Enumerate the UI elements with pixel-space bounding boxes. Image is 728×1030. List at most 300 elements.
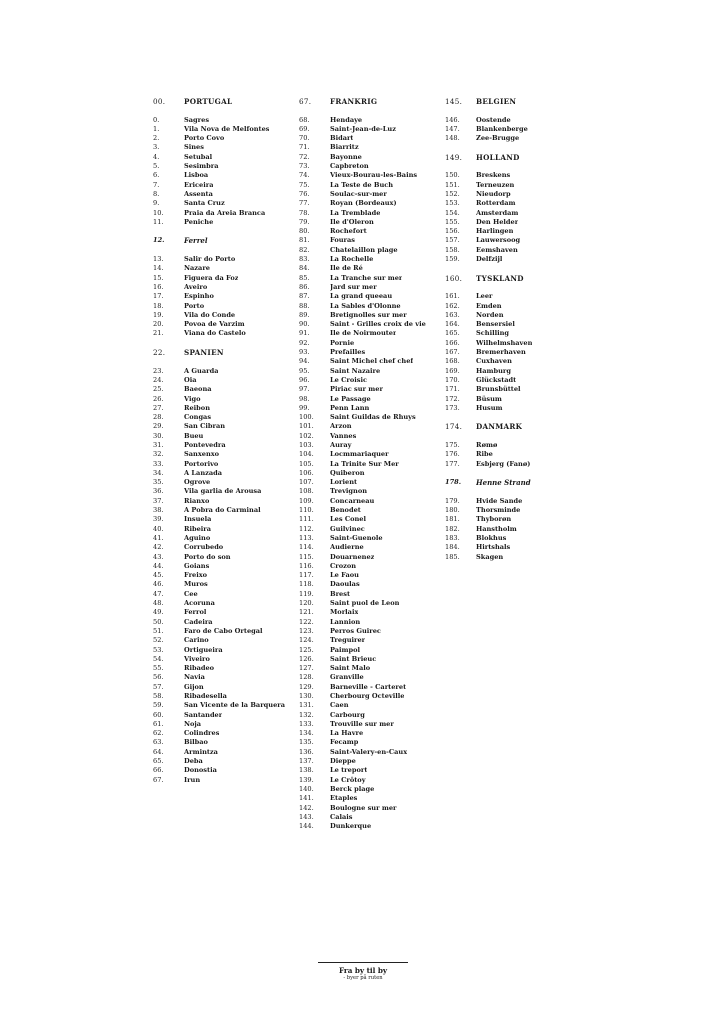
item-name: Saint Malo — [330, 664, 371, 673]
item-name: Donostia — [184, 766, 217, 775]
item-name: Corrubedo — [184, 543, 224, 552]
list-item — [299, 450, 439, 459]
item-name: Armintza — [184, 747, 218, 756]
item-name: PORTUGAL — [184, 97, 233, 106]
item-number: 100. — [299, 413, 314, 422]
item-number: 18. — [153, 301, 164, 310]
item-number: 147. — [445, 124, 460, 133]
item-name: Cuxhaven — [476, 357, 512, 366]
item-name: Leer — [476, 292, 493, 301]
list-item — [153, 143, 293, 152]
item-name: BELGIEN — [476, 97, 517, 106]
list-item — [299, 757, 439, 766]
item-name: La grand queeau — [330, 292, 393, 301]
item-number: 39. — [153, 515, 164, 524]
list-item — [299, 738, 439, 747]
item-name: Congas — [184, 413, 212, 422]
item-name: Porto Covo — [184, 134, 225, 143]
list-item — [153, 255, 293, 264]
item-number: 102. — [299, 431, 314, 440]
item-number: 119. — [299, 589, 314, 598]
item-name: La Havre — [330, 729, 364, 738]
item-name: Thyborøn — [476, 515, 512, 524]
list-item — [153, 190, 293, 199]
item-number: 151. — [445, 180, 460, 189]
item-number: 49. — [153, 608, 164, 617]
item-name: Vieux-Bourau-les-Bains — [330, 171, 418, 180]
item-name: Le Faou — [330, 571, 359, 580]
item-name: Henne Strand — [476, 478, 531, 488]
spacer — [445, 432, 585, 441]
item-number: 185. — [445, 552, 460, 561]
item-number: 159. — [445, 255, 460, 264]
item-name: Glückstadt — [476, 375, 517, 384]
item-number: 106. — [299, 468, 314, 477]
item-name: Ribe — [476, 450, 493, 459]
item-name: Blokhus — [476, 533, 507, 542]
item-name: Granville — [330, 673, 364, 682]
item-name: Portorivo — [184, 459, 219, 468]
list-item — [299, 255, 439, 264]
item-number: 14. — [153, 264, 164, 273]
item-number: 93. — [299, 348, 310, 357]
list-item — [299, 181, 439, 190]
list-item — [153, 720, 293, 729]
list-item — [299, 664, 439, 673]
item-number: 95. — [299, 366, 310, 375]
item-number: 51. — [153, 626, 164, 635]
item-number: 162. — [445, 301, 460, 310]
list-item — [299, 395, 439, 404]
item-name: Baeona — [184, 385, 212, 394]
item-name: Biarritz — [330, 143, 359, 152]
item-name: Oia — [184, 375, 197, 384]
spacer — [445, 264, 585, 273]
item-number: 89. — [299, 310, 310, 319]
footer-title: Fra by til by — [338, 966, 388, 975]
spacer — [445, 413, 585, 422]
item-name: Le treport — [330, 766, 368, 775]
item-name: Thorsminde — [476, 506, 521, 515]
list-item — [299, 441, 439, 450]
footer-divider — [318, 962, 408, 963]
item-name: La Tranche sur mer — [330, 273, 403, 282]
item-name: Locmmariaquer — [330, 450, 389, 459]
list-item — [153, 422, 293, 431]
item-number: 154. — [445, 208, 460, 217]
list-item — [299, 785, 439, 794]
list-item — [445, 246, 585, 255]
country-heading — [153, 97, 293, 106]
footer-subtitle: - byer på ruten — [343, 975, 383, 981]
item-number: 16. — [153, 282, 164, 291]
country-heading — [299, 97, 439, 106]
item-number: 21. — [153, 329, 164, 338]
item-name: Vila Nova de Melfontes — [184, 124, 270, 133]
item-name: Concarneau — [330, 496, 375, 505]
item-number: 42. — [153, 543, 164, 552]
list-column-north — [445, 97, 585, 562]
item-number: 37. — [153, 496, 164, 505]
item-number: 125. — [299, 645, 314, 654]
list-item — [153, 776, 293, 785]
list-item — [153, 413, 293, 422]
item-name: Vannes — [330, 431, 357, 440]
item-number: 79. — [299, 217, 310, 226]
item-number: 34. — [153, 468, 164, 477]
spacer — [445, 143, 585, 152]
list-item — [153, 497, 293, 506]
item-number: 91. — [299, 329, 310, 338]
item-number: 40. — [153, 524, 164, 533]
item-number: 13. — [153, 255, 164, 264]
item-number: 19. — [153, 310, 164, 319]
list-item — [445, 125, 585, 134]
list-item — [299, 171, 439, 180]
item-number: 115. — [299, 552, 314, 561]
item-name: HOLLAND — [476, 152, 520, 162]
item-name: Nieudorp — [476, 189, 511, 198]
item-name: Sines — [184, 143, 204, 152]
item-number: 112. — [299, 524, 314, 533]
list-item — [299, 813, 439, 822]
list-item — [299, 292, 439, 301]
list-item — [299, 320, 439, 329]
item-number: 144. — [299, 822, 314, 831]
list-column-portugal-spain — [153, 97, 293, 785]
item-name: Vila garlia de Arousa — [184, 487, 262, 496]
item-name: Santa Cruz — [184, 199, 225, 208]
list-item — [153, 562, 293, 571]
list-item — [299, 580, 439, 589]
item-number: 174. — [445, 422, 463, 432]
item-number: 133. — [299, 719, 314, 728]
list-item — [299, 766, 439, 775]
list-item — [299, 274, 439, 283]
item-name: Bayonne — [330, 152, 362, 161]
item-name: Saint - Grilles croix de vie — [330, 320, 426, 329]
item-name: Saint-Jean-de-Luz — [330, 124, 396, 133]
item-name: Nazare — [184, 264, 210, 273]
list-item — [153, 608, 293, 617]
item-name: Salir do Porto — [184, 255, 236, 264]
item-number: 84. — [299, 264, 310, 273]
item-name: Viana do Castelo — [184, 329, 246, 338]
item-number: 157. — [445, 236, 460, 245]
item-name: Carino — [184, 636, 209, 645]
item-name: Arzon — [330, 422, 352, 431]
list-item — [445, 134, 585, 143]
item-number: 63. — [153, 738, 164, 747]
list-item — [299, 636, 439, 645]
item-number: 152. — [445, 189, 460, 198]
item-number: 15. — [153, 273, 164, 282]
item-name: La Rochelle — [330, 255, 374, 264]
list-item — [299, 125, 439, 134]
item-name: Prefailles — [330, 348, 366, 357]
list-item — [445, 209, 585, 218]
list-item — [153, 311, 293, 320]
item-name: Ortigueira — [184, 645, 223, 654]
list-item — [153, 711, 293, 720]
item-name: Lauwersoog — [476, 236, 521, 245]
item-name: La Sables d'Olonne — [330, 301, 401, 310]
item-number: 117. — [299, 571, 314, 580]
item-number: 158. — [445, 245, 460, 254]
list-item — [299, 562, 439, 571]
list-item — [153, 302, 293, 311]
item-number: 138. — [299, 766, 314, 775]
list-item — [299, 497, 439, 506]
item-name: Berck plage — [330, 784, 375, 793]
list-item — [299, 227, 439, 236]
item-number: 65. — [153, 757, 164, 766]
item-name: SPANIEN — [184, 348, 224, 358]
item-name: Ribadesella — [184, 692, 227, 700]
highlighted-stop — [445, 478, 585, 487]
list-item — [153, 432, 293, 441]
item-name: Aveiro — [184, 282, 208, 291]
item-number: 165. — [445, 329, 460, 338]
item-name: La Trinite Sur Mer — [330, 459, 399, 468]
item-number: 116. — [299, 561, 314, 570]
item-name: Peniche — [184, 217, 214, 226]
list-item — [299, 506, 439, 515]
footer — [318, 962, 408, 982]
item-name: Hendaye — [330, 115, 363, 124]
item-name: Auray — [330, 440, 352, 449]
item-number: 87. — [299, 292, 310, 301]
item-number: 90. — [299, 320, 310, 329]
item-number: 103. — [299, 440, 314, 449]
item-number: 182. — [445, 524, 460, 533]
list-item — [299, 311, 439, 320]
item-number: 96. — [299, 375, 310, 384]
item-number: 149. — [445, 152, 463, 162]
item-number: 137. — [299, 757, 314, 766]
item-name: Saint Brieuc — [330, 654, 377, 663]
item-number: 60. — [153, 710, 164, 719]
list-item — [153, 181, 293, 190]
item-name: Porto do son — [184, 552, 231, 561]
list-item — [299, 571, 439, 580]
item-number: 46. — [153, 580, 164, 589]
item-name: Boulogne sur mer — [330, 803, 397, 812]
item-number: 53. — [153, 645, 164, 654]
item-number: 2. — [153, 134, 160, 143]
item-name: Espinho — [184, 292, 214, 301]
item-name: Lisboa — [184, 171, 209, 180]
list-item — [153, 171, 293, 180]
item-name: Douarnenez — [330, 552, 375, 561]
item-number: 74. — [299, 171, 310, 180]
list-item — [299, 673, 439, 682]
item-name: Cadeira — [184, 617, 213, 626]
item-number: 28. — [153, 413, 164, 422]
item-number: 41. — [153, 533, 164, 542]
item-name: Capbreton — [330, 162, 369, 171]
item-name: Trevignon — [330, 487, 368, 496]
item-number: 180. — [445, 506, 460, 515]
item-name: Brunsbüttel — [476, 385, 521, 394]
list-item — [445, 357, 585, 366]
list-item — [299, 720, 439, 729]
item-name: Bilbao — [184, 738, 208, 747]
list-item — [445, 553, 585, 562]
item-number: 172. — [445, 394, 460, 403]
list-item — [445, 515, 585, 524]
item-name: Reibon — [184, 403, 210, 412]
item-name: Noja — [184, 719, 202, 728]
item-number: 36. — [153, 487, 164, 496]
list-item — [299, 646, 439, 655]
item-number: 10. — [153, 208, 164, 217]
item-number: 148. — [445, 134, 460, 143]
item-number: 77. — [299, 199, 310, 208]
item-name: Penn Lann — [330, 403, 370, 412]
list-item — [299, 190, 439, 199]
item-name: Benodet — [330, 506, 361, 515]
item-name: Insuela — [184, 515, 212, 524]
item-number: 57. — [153, 682, 164, 691]
list-item — [153, 525, 293, 534]
list-item — [299, 543, 439, 552]
item-number: 92. — [299, 338, 310, 347]
item-number: 00. — [153, 97, 166, 106]
item-name: Skagen — [476, 552, 504, 561]
item-name: A Lanzada — [184, 468, 223, 477]
item-name: Saint-Guenole — [330, 533, 383, 542]
list-item — [299, 515, 439, 524]
list-item — [153, 478, 293, 487]
item-number: 62. — [153, 729, 164, 738]
item-name: Ile d'Oleron — [330, 217, 374, 226]
item-number: 55. — [153, 664, 164, 673]
list-item — [299, 143, 439, 152]
item-name: Schilling — [476, 329, 509, 338]
list-item — [299, 599, 439, 608]
item-number: 78. — [299, 208, 310, 217]
list-item — [299, 794, 439, 803]
item-name: Pontevedra — [184, 440, 226, 449]
spacer — [153, 106, 293, 115]
list-item — [153, 441, 293, 450]
item-number: 32. — [153, 450, 164, 459]
item-number: 58. — [153, 692, 164, 700]
item-name: Ericeira — [184, 180, 214, 189]
list-item — [153, 515, 293, 524]
list-item — [299, 339, 439, 348]
item-number: 145. — [445, 97, 463, 106]
list-item — [299, 460, 439, 469]
item-number: 156. — [445, 227, 460, 236]
spacer — [445, 283, 585, 292]
item-name: Pornie — [330, 338, 355, 347]
list-item — [153, 599, 293, 608]
item-number: 69. — [299, 124, 310, 133]
list-item — [299, 748, 439, 757]
item-number: 176. — [445, 450, 460, 459]
list-item — [299, 627, 439, 636]
country-heading — [445, 97, 585, 106]
list-item — [299, 236, 439, 245]
item-number: 8. — [153, 189, 160, 198]
country-heading — [153, 348, 293, 357]
item-name: Goians — [184, 561, 210, 570]
item-name: DANMARK — [476, 422, 523, 432]
list-item — [299, 413, 439, 422]
item-number: 163. — [445, 310, 460, 319]
item-number: 166. — [445, 338, 460, 347]
list-item — [299, 534, 439, 543]
item-number: 141. — [299, 794, 314, 803]
item-number: 94. — [299, 357, 310, 366]
item-number: 33. — [153, 459, 164, 468]
item-number: 64. — [153, 747, 164, 756]
list-item — [153, 673, 293, 682]
item-number: 98. — [299, 394, 310, 403]
item-number: 143. — [299, 812, 314, 821]
list-item — [153, 627, 293, 636]
item-number: 104. — [299, 450, 314, 459]
item-name: Cee — [184, 589, 198, 598]
item-name: Viveiro — [184, 654, 210, 663]
list-item — [299, 357, 439, 366]
item-name: Saint-Valery-en-Caux — [330, 747, 408, 756]
item-number: 67. — [299, 97, 312, 106]
item-name: Le Croisic — [330, 375, 367, 384]
item-name: Ribadeo — [184, 664, 215, 673]
list-item — [445, 543, 585, 552]
list-item — [153, 125, 293, 134]
list-item — [299, 711, 439, 720]
item-number: 109. — [299, 496, 314, 505]
item-number: 168. — [445, 357, 460, 366]
item-name: Daoulas — [330, 580, 360, 589]
item-name: Le Crôtoy — [330, 775, 366, 784]
item-name: Büsum — [476, 394, 502, 403]
item-name: Emden — [476, 301, 502, 310]
item-name: Deba — [184, 757, 203, 766]
item-number: 173. — [445, 403, 460, 412]
list-item — [299, 432, 439, 441]
list-item — [445, 348, 585, 357]
item-name: Assenta — [184, 189, 213, 198]
list-item — [153, 553, 293, 562]
list-item — [153, 590, 293, 599]
item-number: 108. — [299, 487, 314, 496]
item-name: Perros Guirec — [330, 626, 381, 635]
item-name: Zee-Brugge — [476, 134, 520, 143]
list-item — [299, 116, 439, 125]
item-number: 142. — [299, 803, 314, 812]
item-number: 170. — [445, 375, 460, 384]
item-name: Saint Nazaire — [330, 366, 381, 375]
spacer — [153, 227, 293, 236]
item-number: 86. — [299, 282, 310, 291]
list-item — [299, 683, 439, 692]
item-name: Freixo — [184, 571, 208, 580]
spacer — [153, 357, 293, 366]
item-name: Ile de Noirmouter — [330, 329, 397, 338]
item-name: Muros — [184, 580, 208, 589]
item-number: 139. — [299, 775, 314, 784]
item-name: Eemshaven — [476, 245, 518, 254]
list-item — [299, 162, 439, 171]
item-number: 113. — [299, 533, 314, 542]
item-number: 107. — [299, 478, 314, 487]
item-name: Norden — [476, 310, 504, 319]
